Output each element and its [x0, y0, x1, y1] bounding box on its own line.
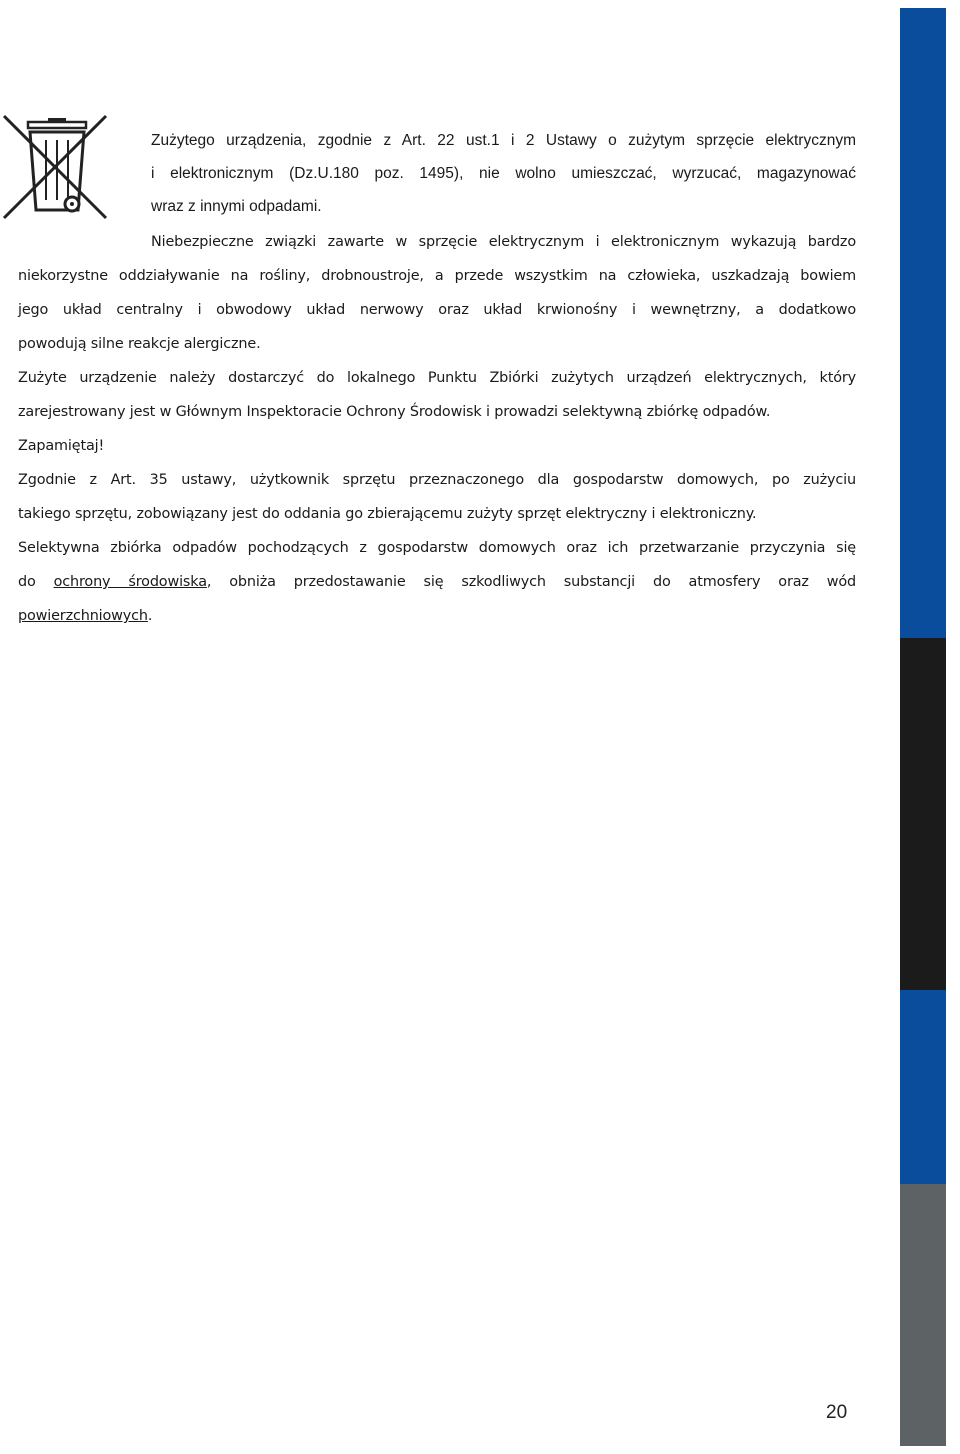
paragraph4-end: .	[147, 608, 153, 624]
paragraph4-suffix: , obniża przedostawanie się szkodliwych substancji do atmosfery oraz wód	[206, 574, 856, 590]
paragraph4-line-3	[18, 606, 856, 626]
paragraph3-line-2: takiego sprzętu, zobowiązany jest do oddania go zbierającemu zużyty sprzęt elektryczny i elektroniczny.	[18, 506, 757, 522]
paragraph3-line-1: Zgodnie z Art. 35 ustawy, użytkownik sprzętu przeznaczonego dla gospodarstw domowych, po zużyciu	[18, 472, 856, 488]
paragraph2-line-1: Zużyte urządzenie należy dostarczyć do lokalnego Punktu Zbiórki zużytych urządzeń elektrycznych, który	[18, 370, 856, 386]
paragraph1-line-1: Niebezpieczne związki zawarte w sprzęcie elektrycznym i elektronicznym wykazują bardzo	[151, 234, 856, 250]
paragraph1-line-4: powodują silne reakcje alergiczne.	[18, 336, 261, 352]
sidebar-black-bar	[900, 638, 946, 990]
intro-line-2: i elektronicznym (Dz.U.180 poz. 1495), nie wolno umieszczać, wyrzucać, magazynować	[151, 165, 856, 182]
paragraph4-line-2	[18, 572, 856, 592]
paragraph2-line-2: zarejestrowany jest w Głównym Inspektoracie Ochrony Środowisk i prowadzi selektywną zbiórkę odpadów.	[18, 404, 771, 420]
page-number: 20	[826, 1402, 848, 1423]
paragraph1-line-2: niekorzystne oddziaływanie na rośliny, drobnoustroje, a przede wszystkim na człowieka, uszkadzają bowiem	[18, 268, 856, 284]
remember-heading: Zapamiętaj!	[18, 438, 105, 454]
sidebar-blue-bar	[900, 8, 946, 638]
surface-waters-link[interactable]: powierzchniowych	[18, 608, 148, 624]
paragraph1-line-3: jego układ centralny i obwodowy układ nerwowy oraz układ krwionośny i wewnętrzny, a dodatkowo	[18, 302, 856, 318]
paragraph4-prefix: do	[18, 574, 54, 590]
sidebar-gray-bar	[900, 1184, 946, 1446]
paragraph4-line-1: Selektywna zbiórka odpadów pochodzących z gospodarstw domowych oraz ich przetwarzanie przyczynia się	[18, 540, 856, 556]
intro-line-3: wraz z innymi odpadami.	[151, 198, 322, 215]
environment-protection-link[interactable]: ochrony środowiska	[53, 574, 207, 590]
sidebar-blue-bar-lower	[900, 990, 946, 1184]
crossed-out-wheeled-bin-icon	[2, 114, 112, 222]
intro-line-1: Zużytego urządzenia, zgodnie z Art. 22 ust.1 i 2 Ustawy o zużytym sprzęcie elektrycznym	[151, 132, 856, 149]
